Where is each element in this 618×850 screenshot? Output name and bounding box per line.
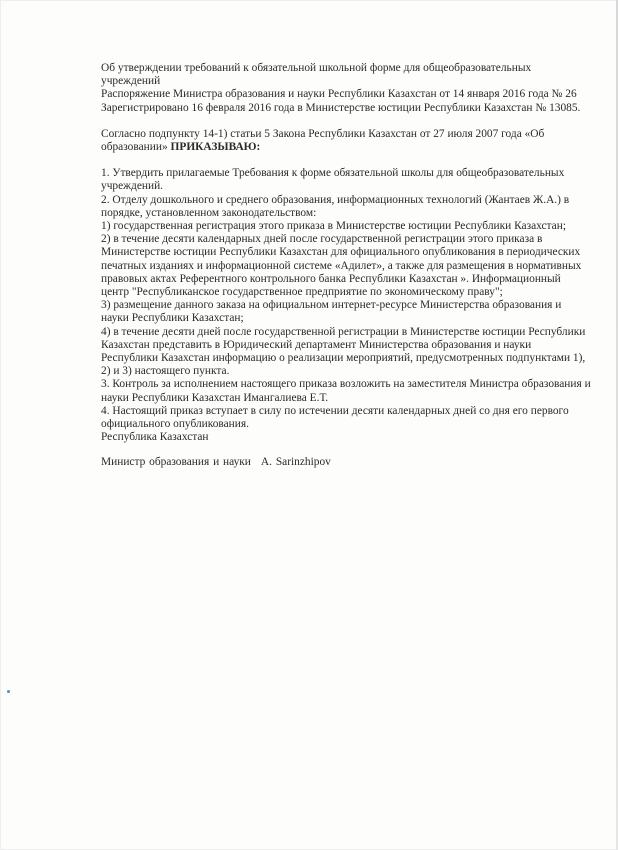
subitem-3: 3) размещение данного заказа на официальном интернет-ресурсе Министерства образования и науки Республики Казахстан; xyxy=(101,299,562,325)
item-4: 4. Настоящий приказ вступает в силу по истечении десяти календарных дней со дня его первого официального опубликования. xyxy=(101,404,569,431)
item-3: 3. Контроль за исполнением настоящего приказа возложить на заместителя Министра образования и науки Республики Казахстан Имангалиева Е.Т. xyxy=(101,378,591,404)
signature-country: Республика Казахстан xyxy=(101,431,209,444)
signature-position: Министр образования и науки xyxy=(101,456,251,469)
order-word: ПРИКАЗЫВАЮ: xyxy=(170,141,261,154)
ink-speck xyxy=(7,690,10,693)
item-2: 2. Отделу дошкольного и среднего образования, информационных технологий (Жантаев Ж.А.) в порядке, установленном законодательством: xyxy=(101,193,570,219)
document-title: Об утверждении требований к обязательной школьной форме для общеобразовательных xyxy=(101,62,532,74)
preamble-text: Согласно подпункту 14-1) статьи 5 Закона Республики Казахстан от 27 июля 2007 года «Об образовании» xyxy=(101,127,545,154)
subitem-1: 1) государственная регистрация этого приказа в Министерстве юстиции Республики Казахстан; xyxy=(101,220,566,233)
order-reference: Распоряжение Министра образования и науки Республики Казахстан от 14 января 2016 года № 26 Зарегистрировано 16 февраля 2016 года в Министерстве юстиции Республики Казахстан № 13085. xyxy=(101,88,581,114)
signature-name: A. Sarinzhipov xyxy=(260,456,331,469)
document-body xyxy=(101,62,591,470)
subitem-2: 2) в течение десяти календарных дней после государственной регистрации этого приказа в Министерстве юстиции Республики Казахстан для официального опубликования в периодических печатных изданиях и информационной системе «Адилет», а также для размещения в нормативных правовых актах Референтного контрольного банка Республики Казахстан ». Информационный центр "Республиканское государственное предприятие по экономическому праву"; xyxy=(101,233,582,299)
document-title-continuation: учреждений xyxy=(101,75,161,88)
item-1: 1. Утвердить прилагаемые Требования к форме обязательной школы для общеобразовательных учреждений. xyxy=(101,167,565,193)
preamble xyxy=(101,128,591,154)
subitem-4: 4) в течение десяти дней после государственной регистрации в Министерстве юстиции Республики Казахстан представить в Юридический департамент Министерства образования и науки Республики Казахстан информацию о реализации мероприятий, предусмотренных подпунктами 1), 2) и 3) настоящего пункта. xyxy=(101,325,586,378)
signature-line xyxy=(101,456,591,469)
